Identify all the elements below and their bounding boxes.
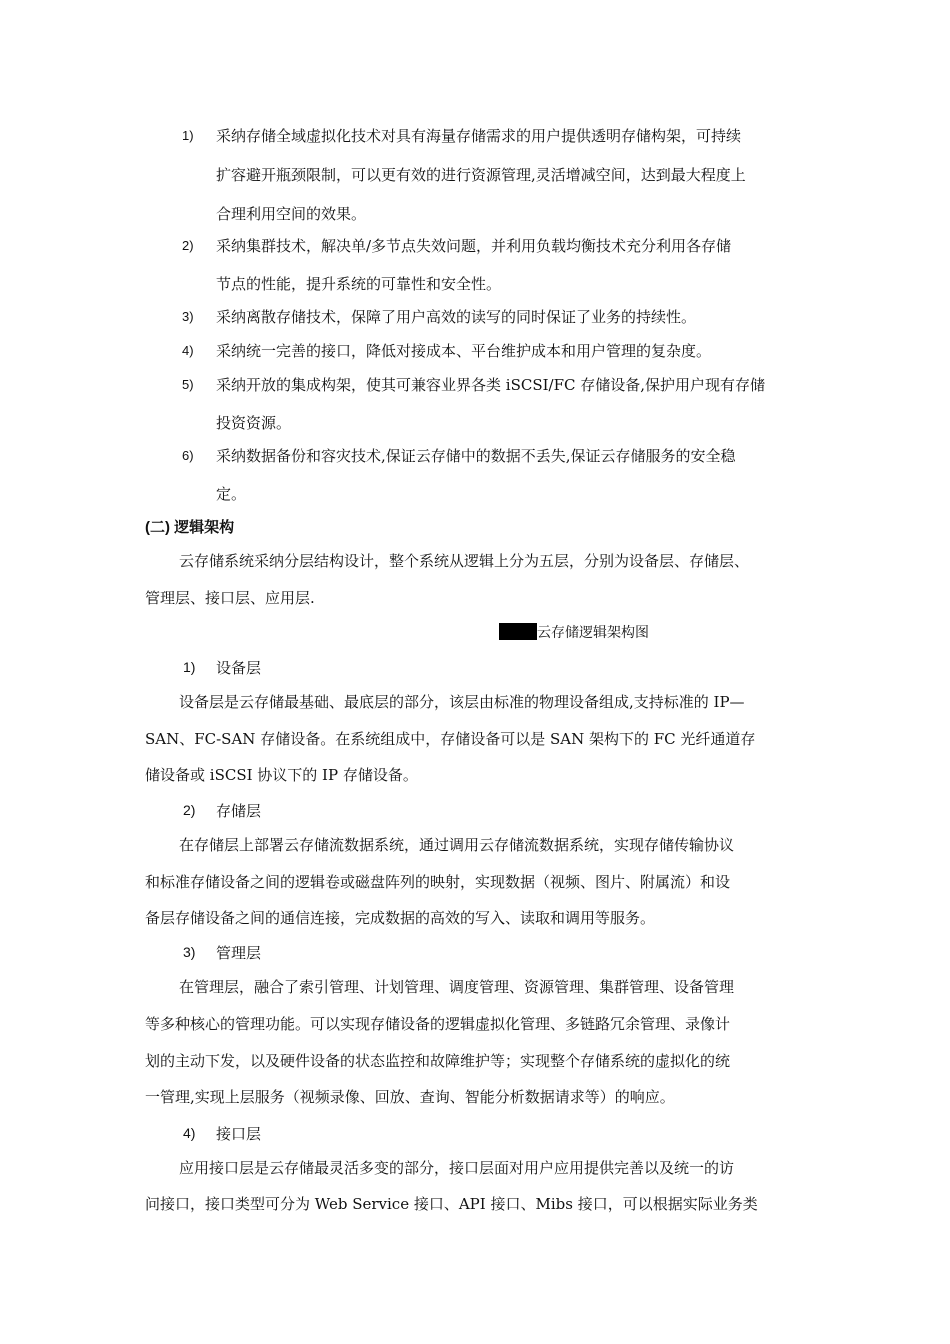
layer-number: 2): [183, 802, 196, 818]
list-line: 采纳离散存储技术，保障了用户高效的读写的同时保证了业务的持续性。: [216, 308, 697, 326]
layer-text: 一管理,实现上层服务（视频录像、回放、查询、智能分析数据请求等）的响应。: [145, 1088, 675, 1106]
layer-text: 在存储层上部署云存储流数据系统，通过调用云存储流数据系统，实现存储传输协议: [179, 836, 735, 854]
list-number: 6): [182, 448, 194, 463]
list-number: 1): [182, 128, 194, 143]
layer-label: 存储层: [216, 802, 262, 820]
list-line: 采纳统一完善的接口，降低对接成本、平台维护成本和用户管理的复杂度。: [216, 342, 712, 360]
list-line: 定。: [216, 485, 247, 503]
intro-line: 云存储系统采纳分层结构设计，整个系统从逻辑上分为五层，分别为设备层、存储层、: [179, 552, 750, 570]
list-number: 2): [182, 238, 194, 253]
redaction-block: [499, 623, 537, 640]
layer-text: 在管理层，融合了索引管理、计划管理、调度管理、资源管理、集群管理、设备管理: [179, 978, 735, 996]
list-line: 节点的性能，提升系统的可靠性和安全性。: [216, 275, 502, 293]
layer-label: 设备层: [216, 659, 262, 677]
list-line: 采纳集群技术，解决单/多节点失效问题，并利用负载均衡技术充分利用各存储: [216, 237, 732, 255]
layer-text: 备层存储设备之间的通信连接，完成数据的高效的写入、读取和调用等服务。: [145, 909, 656, 927]
list-number: 3): [182, 309, 194, 324]
layer-number: 3): [183, 944, 196, 960]
figure-caption-text: 云存储逻辑架构图: [537, 624, 649, 640]
layer-text: 应用接口层是云存储最灵活多变的部分，接口层面对用户应用提供完善以及统一的访: [179, 1159, 735, 1177]
list-number: 4): [182, 343, 194, 358]
layer-text: SAN、FC-SAN 存储设备。在系统组成中，存储设备可以是 SAN 架构下的 FC 光纤通道存: [145, 730, 756, 748]
layer-text: 储设备或 iSCSI 协议下的 IP 存储设备。: [145, 766, 418, 784]
list-line: 采纳开放的集成构架，使其可兼容业界各类 iSCSI/FC 存储设备,保护用户现有存储: [216, 376, 765, 394]
list-line: 采纳数据备份和容灾技术,保证云存储中的数据不丢失,保证云存储服务的安全稳: [216, 447, 736, 465]
list-line: 采纳存储全域虚拟化技术对具有海量存储需求的用户提供透明存储构架，可持续: [216, 127, 742, 145]
figure-caption: [499, 622, 649, 642]
layer-text: 和标准存储设备之间的逻辑卷或磁盘阵列的映射，实现数据（视频、图片、附属流）和设: [145, 873, 731, 891]
list-line: 投资资源。: [216, 414, 292, 432]
layer-text: 等多种核心的管理功能。可以实现存储设备的逻辑虚拟化管理、多链路冗余管理、录像计: [145, 1015, 731, 1033]
intro-line: 管理层、接口层、应用层.: [145, 589, 315, 607]
list-number: 5): [182, 377, 194, 392]
layer-label: 接口层: [216, 1125, 262, 1143]
layer-text: 设备层是云存储最基础、最底层的部分，该层由标准的物理设备组成,支持标准的 IP—: [179, 693, 745, 711]
layer-number: 4): [183, 1125, 196, 1141]
layer-number: 1): [183, 659, 196, 675]
list-line: 合理利用空间的效果。: [216, 205, 367, 223]
layer-text: 划的主动下发，以及硬件设备的状态监控和故障维护等；实现整个存储系统的虚拟化的统: [145, 1052, 731, 1070]
layer-label: 管理层: [216, 944, 262, 962]
list-line: 扩容避开瓶颈限制，可以更有效的进行资源管理,灵活增减空间，达到最大程度上: [216, 166, 746, 184]
section-heading: (二) 逻辑架构: [145, 519, 235, 536]
layer-text: 问接口，接口类型可分为 Web Service 接口、API 接口、Mibs 接口，可以根据实际业务类: [145, 1195, 758, 1213]
